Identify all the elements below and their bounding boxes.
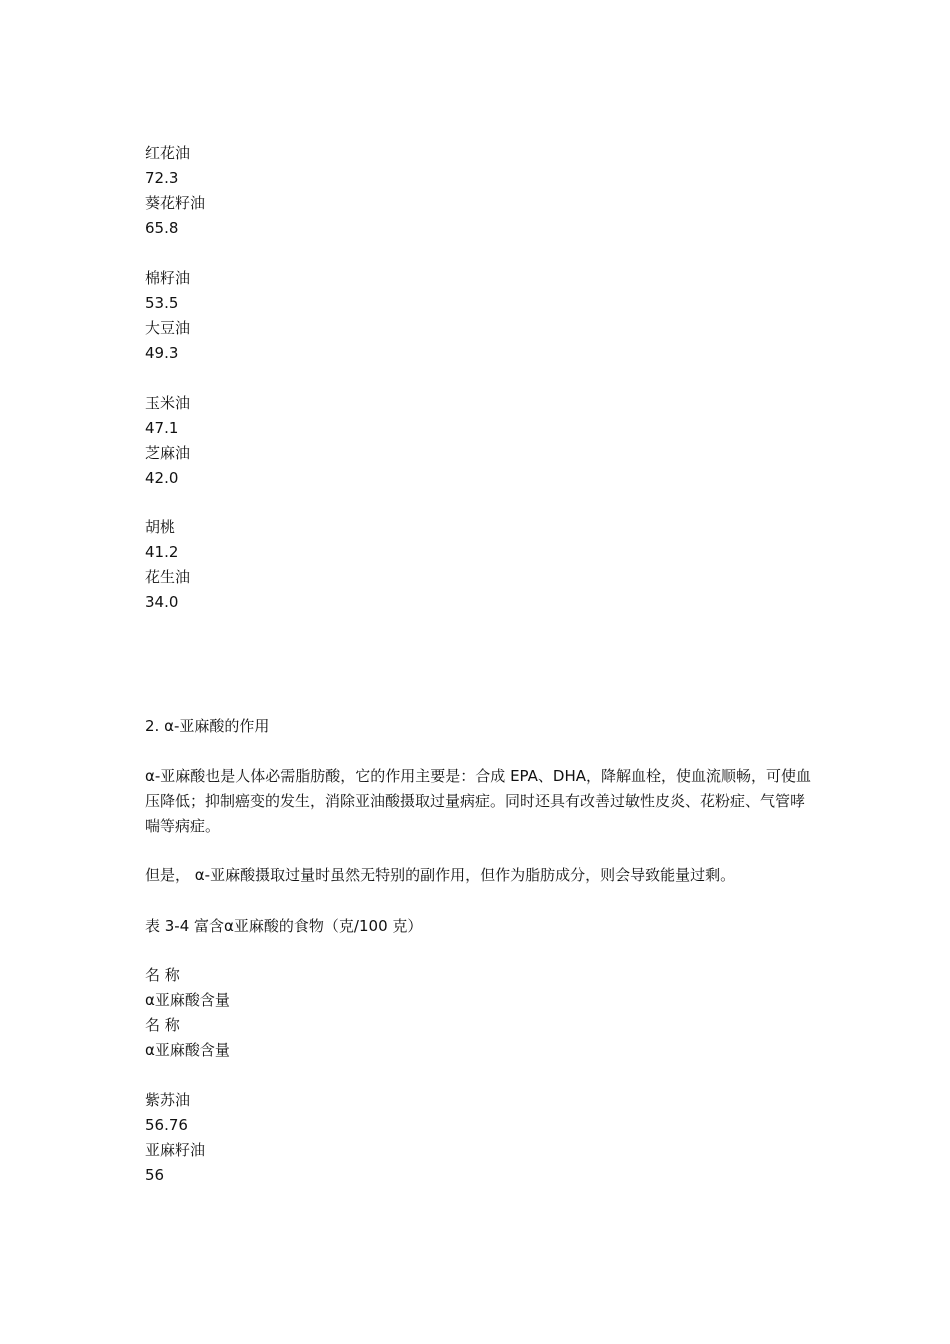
food-value-perilla: 56.76: [145, 1116, 188, 1134]
table-header-content: α亚麻酸含量: [145, 991, 230, 1009]
oil-value-peanut: 34.0: [145, 593, 179, 611]
food-name-linseed: 亚麻籽油: [145, 1141, 206, 1159]
oil-name-corn: 玉米油: [145, 394, 191, 412]
oil-name-soybean: 大豆油: [145, 319, 191, 337]
oil-name-walnut: 胡桃: [145, 518, 176, 536]
table-header-name: 名 称: [145, 966, 180, 984]
oil-name-sunflower: 葵花籽油: [145, 194, 206, 212]
table-header-content: α亚麻酸含量: [145, 1041, 230, 1059]
table-caption: 表 3-4 富含α亚麻酸的食物（克/100 克）: [145, 917, 423, 935]
paragraph-alpha-linolenic-function: α-亚麻酸也是人体必需脂肪酸，它的作用主要是：合成 EPA、DHA，降解血栓，使血流顺畅，可使血压降低；抑制癌变的发生，消除亚油酸摄取过量病症。同时还具有改善过敏性皮炎、花粉症、气管哮喘等病症。: [145, 767, 811, 835]
oil-value-cottonseed: 53.5: [145, 294, 179, 312]
table-header-name: 名 称: [145, 1016, 180, 1034]
oil-value-walnut: 41.2: [145, 543, 179, 561]
oil-value-sesame: 42.0: [145, 469, 179, 487]
section-heading: 2. α-亚麻酸的作用: [145, 717, 270, 735]
food-name-perilla: 紫苏油: [145, 1091, 191, 1109]
oil-value-sunflower: 65.8: [145, 219, 179, 237]
oil-name-peanut: 花生油: [145, 568, 191, 586]
oil-name-sesame: 芝麻油: [145, 444, 191, 462]
food-value-linseed: 56: [145, 1166, 165, 1184]
oil-value-soybean: 49.3: [145, 344, 179, 362]
oil-value-safflower: 72.3: [145, 169, 179, 187]
oil-value-corn: 47.1: [145, 419, 179, 437]
oil-name-safflower: 红花油: [145, 144, 191, 162]
document-page: [145, 0, 817, 1344]
paragraph-alpha-linolenic-excess: 但是， α-亚麻酸摄取过量时虽然无特别的副作用，但作为脂肪成分，则会导致能量过剩。: [145, 866, 736, 884]
oil-name-cottonseed: 棉籽油: [145, 269, 191, 287]
